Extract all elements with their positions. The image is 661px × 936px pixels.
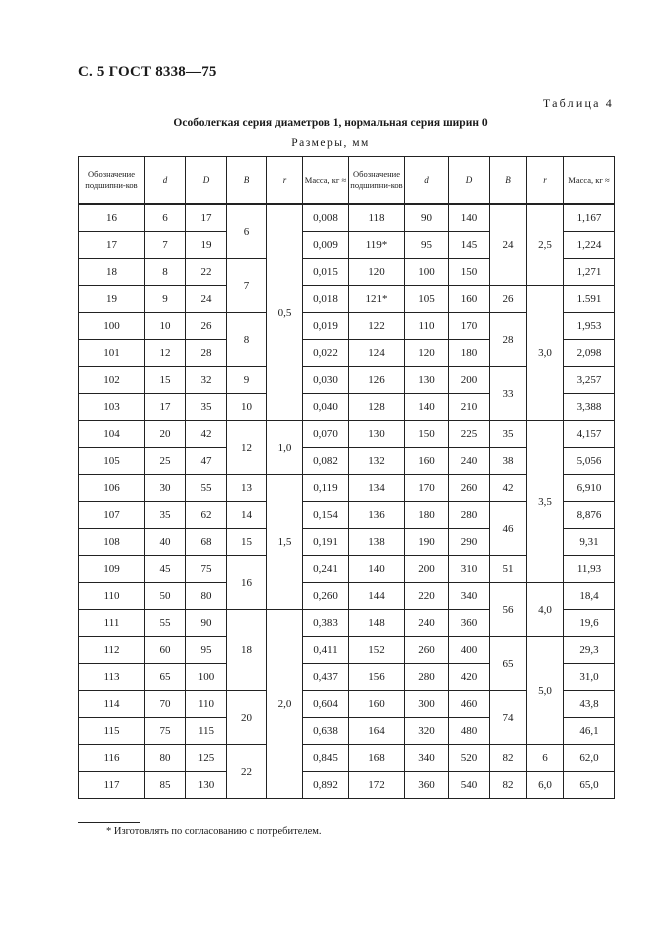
- cell-mass-2: 5,056: [564, 448, 615, 475]
- cell-mass: 0,411: [303, 637, 349, 664]
- cell-D-2: 160: [449, 286, 490, 313]
- cell-d-2: 280: [405, 664, 449, 691]
- cell-D: 115: [186, 718, 227, 745]
- cell-B-2: 28: [490, 313, 527, 367]
- cell-D: 100: [186, 664, 227, 691]
- col-designation: Обозначение подшипни-ков: [79, 157, 145, 205]
- cell-B: 20: [227, 691, 267, 745]
- cell-mass-2: 18,4: [564, 583, 615, 610]
- table-row: [79, 745, 615, 772]
- cell-D-2: 240: [449, 448, 490, 475]
- cell-r: 1,5: [267, 475, 303, 610]
- cell-designation-2: 126: [349, 367, 405, 394]
- cell-d-2: 190: [405, 529, 449, 556]
- cell-mass-2: 2,098: [564, 340, 615, 367]
- footnote: * Изготовлять по согласованию с потребителем.: [106, 826, 322, 837]
- cell-designation-2: 128: [349, 394, 405, 421]
- cell-d-2: 260: [405, 637, 449, 664]
- cell-designation: 103: [79, 394, 145, 421]
- cell-mass-2: 9,31: [564, 529, 615, 556]
- cell-d-2: 220: [405, 583, 449, 610]
- cell-d: 30: [145, 475, 186, 502]
- cell-mass-2: 1,271: [564, 259, 615, 286]
- cell-d-2: 200: [405, 556, 449, 583]
- cell-D: 32: [186, 367, 227, 394]
- cell-B: 22: [227, 745, 267, 799]
- cell-designation: 16: [79, 204, 145, 232]
- cell-d-2: 90: [405, 204, 449, 232]
- table-caption: Особолегкая серия диаметров 1, нормальная серия ширин 0: [173, 117, 488, 129]
- table-row: [79, 772, 615, 799]
- cell-d: 9: [145, 286, 186, 313]
- col-B-2: B: [490, 157, 527, 205]
- cell-d-2: 150: [405, 421, 449, 448]
- cell-designation: 19: [79, 286, 145, 313]
- cell-designation-2: 160: [349, 691, 405, 718]
- cell-mass-2: 3,388: [564, 394, 615, 421]
- cell-mass: 0,009: [303, 232, 349, 259]
- cell-d: 15: [145, 367, 186, 394]
- cell-mass-2: 43,8: [564, 691, 615, 718]
- cell-designation: 18: [79, 259, 145, 286]
- cell-designation: 109: [79, 556, 145, 583]
- cell-mass: 0,892: [303, 772, 349, 799]
- col-r: r: [267, 157, 303, 205]
- cell-D: 125: [186, 745, 227, 772]
- cell-mass-2: 1,953: [564, 313, 615, 340]
- cell-r-2: 4,0: [527, 583, 564, 637]
- col-D-2: D: [449, 157, 490, 205]
- cell-designation: 17: [79, 232, 145, 259]
- cell-mass-2: 46,1: [564, 718, 615, 745]
- cell-D: 17: [186, 204, 227, 232]
- cell-mass-2: 8,876: [564, 502, 615, 529]
- cell-B: 15: [227, 529, 267, 556]
- cell-d: 20: [145, 421, 186, 448]
- table-row: [79, 286, 615, 313]
- cell-B-2: 35: [490, 421, 527, 448]
- cell-r: 1,0: [267, 421, 303, 475]
- cell-mass: 0,845: [303, 745, 349, 772]
- cell-D-2: 225: [449, 421, 490, 448]
- cell-B: 7: [227, 259, 267, 313]
- cell-r-2: 2,5: [527, 204, 564, 286]
- cell-d-2: 240: [405, 610, 449, 637]
- cell-designation: 101: [79, 340, 145, 367]
- cell-designation-2: 168: [349, 745, 405, 772]
- cell-d: 35: [145, 502, 186, 529]
- cell-mass: 0,638: [303, 718, 349, 745]
- cell-d: 75: [145, 718, 186, 745]
- cell-D-2: 280: [449, 502, 490, 529]
- cell-B: 12: [227, 421, 267, 475]
- cell-d: 65: [145, 664, 186, 691]
- cell-d-2: 110: [405, 313, 449, 340]
- cell-d-2: 360: [405, 772, 449, 799]
- cell-designation-2: 156: [349, 664, 405, 691]
- cell-D-2: 150: [449, 259, 490, 286]
- cell-d: 25: [145, 448, 186, 475]
- cell-designation: 116: [79, 745, 145, 772]
- cell-d: 55: [145, 610, 186, 637]
- cell-d: 10: [145, 313, 186, 340]
- cell-designation-2: 134: [349, 475, 405, 502]
- cell-designation-2: 138: [349, 529, 405, 556]
- cell-mass: 0,022: [303, 340, 349, 367]
- cell-mass: 0,030: [303, 367, 349, 394]
- cell-D-2: 200: [449, 367, 490, 394]
- cell-designation-2: 136: [349, 502, 405, 529]
- cell-mass-2: 31,0: [564, 664, 615, 691]
- cell-mass: 0,260: [303, 583, 349, 610]
- cell-d: 7: [145, 232, 186, 259]
- cell-mass: 0,019: [303, 313, 349, 340]
- cell-mass-2: 4,157: [564, 421, 615, 448]
- cell-D: 35: [186, 394, 227, 421]
- cell-designation: 106: [79, 475, 145, 502]
- cell-mass: 0,008: [303, 204, 349, 232]
- cell-d-2: 100: [405, 259, 449, 286]
- cell-d-2: 340: [405, 745, 449, 772]
- cell-designation-2: 172: [349, 772, 405, 799]
- cell-mass: 0,070: [303, 421, 349, 448]
- col-d-2: d: [405, 157, 449, 205]
- col-r-2: r: [527, 157, 564, 205]
- table-row: [79, 421, 615, 448]
- cell-D-2: 170: [449, 313, 490, 340]
- cell-designation: 100: [79, 313, 145, 340]
- cell-d: 12: [145, 340, 186, 367]
- cell-designation: 112: [79, 637, 145, 664]
- cell-d-2: 170: [405, 475, 449, 502]
- cell-mass: 0,383: [303, 610, 349, 637]
- cell-D: 26: [186, 313, 227, 340]
- cell-B: 9: [227, 367, 267, 394]
- cell-d-2: 140: [405, 394, 449, 421]
- cell-d: 70: [145, 691, 186, 718]
- cell-D: 95: [186, 637, 227, 664]
- cell-designation-2: 164: [349, 718, 405, 745]
- cell-r: 2,0: [267, 610, 303, 799]
- cell-D: 110: [186, 691, 227, 718]
- cell-designation: 107: [79, 502, 145, 529]
- cell-designation-2: 130: [349, 421, 405, 448]
- units-label: Размеры, мм: [291, 137, 370, 149]
- cell-mass-2: 3,257: [564, 367, 615, 394]
- col-mass: Масса, кг ≈: [303, 157, 349, 205]
- cell-r-2: 5,0: [527, 637, 564, 745]
- cell-D-2: 360: [449, 610, 490, 637]
- col-designation-2: Обозначение подшипни-ков: [349, 157, 405, 205]
- cell-r-2: 3,5: [527, 421, 564, 583]
- cell-d: 50: [145, 583, 186, 610]
- cell-B-2: 82: [490, 772, 527, 799]
- table-row: [79, 583, 615, 610]
- cell-d-2: 120: [405, 340, 449, 367]
- cell-D: 68: [186, 529, 227, 556]
- bearing-table: [78, 156, 615, 799]
- cell-B: 18: [227, 610, 267, 691]
- cell-d: 17: [145, 394, 186, 421]
- cell-d: 60: [145, 637, 186, 664]
- cell-D: 80: [186, 583, 227, 610]
- cell-mass-2: 1,167: [564, 204, 615, 232]
- cell-designation-2: 119*: [349, 232, 405, 259]
- cell-d: 6: [145, 204, 186, 232]
- cell-mass: 0,437: [303, 664, 349, 691]
- cell-D-2: 340: [449, 583, 490, 610]
- cell-mass: 0,082: [303, 448, 349, 475]
- cell-d-2: 180: [405, 502, 449, 529]
- cell-mass-2: 29,3: [564, 637, 615, 664]
- cell-designation-2: 120: [349, 259, 405, 286]
- cell-designation: 117: [79, 772, 145, 799]
- cell-designation: 115: [79, 718, 145, 745]
- cell-r-2: 6,0: [527, 772, 564, 799]
- cell-d-2: 300: [405, 691, 449, 718]
- cell-B-2: 38: [490, 448, 527, 475]
- footnote-rule: [78, 822, 140, 823]
- table-row: [79, 637, 615, 664]
- cell-mass-2: 65,0: [564, 772, 615, 799]
- cell-D-2: 520: [449, 745, 490, 772]
- cell-mass: 0,154: [303, 502, 349, 529]
- cell-d-2: 95: [405, 232, 449, 259]
- cell-designation: 104: [79, 421, 145, 448]
- cell-B-2: 82: [490, 745, 527, 772]
- cell-d-2: 130: [405, 367, 449, 394]
- cell-mass-2: 1,224: [564, 232, 615, 259]
- cell-designation-2: 121*: [349, 286, 405, 313]
- col-B: B: [227, 157, 267, 205]
- cell-r-2: 6: [527, 745, 564, 772]
- cell-mass: 0,191: [303, 529, 349, 556]
- cell-designation: 111: [79, 610, 145, 637]
- cell-mass-2: 19,6: [564, 610, 615, 637]
- cell-D-2: 540: [449, 772, 490, 799]
- page-header: С. 5 ГОСТ 8338—75: [78, 64, 217, 80]
- cell-B-2: 33: [490, 367, 527, 421]
- table-number: Таблица 4: [542, 96, 614, 110]
- cell-B: 16: [227, 556, 267, 610]
- cell-D: 28: [186, 340, 227, 367]
- cell-B-2: 74: [490, 691, 527, 745]
- cell-D: 24: [186, 286, 227, 313]
- cell-designation: 110: [79, 583, 145, 610]
- cell-d-2: 105: [405, 286, 449, 313]
- cell-B-2: 51: [490, 556, 527, 583]
- cell-r: 0,5: [267, 204, 303, 421]
- cell-designation-2: 122: [349, 313, 405, 340]
- cell-d: 8: [145, 259, 186, 286]
- cell-D-2: 290: [449, 529, 490, 556]
- cell-D-2: 180: [449, 340, 490, 367]
- cell-mass-2: 11,93: [564, 556, 615, 583]
- cell-mass: 0,119: [303, 475, 349, 502]
- cell-designation-2: 132: [349, 448, 405, 475]
- cell-D: 22: [186, 259, 227, 286]
- col-mass-2: Масса, кг ≈: [564, 157, 615, 205]
- cell-d-2: 320: [405, 718, 449, 745]
- cell-B: 14: [227, 502, 267, 529]
- cell-B-2: 65: [490, 637, 527, 691]
- cell-mass: 0,040: [303, 394, 349, 421]
- cell-designation-2: 140: [349, 556, 405, 583]
- cell-B: 6: [227, 204, 267, 259]
- cell-D: 55: [186, 475, 227, 502]
- cell-D-2: 260: [449, 475, 490, 502]
- cell-d: 85: [145, 772, 186, 799]
- cell-d: 45: [145, 556, 186, 583]
- cell-mass-2: 6,910: [564, 475, 615, 502]
- cell-D: 90: [186, 610, 227, 637]
- cell-D-2: 310: [449, 556, 490, 583]
- cell-designation-2: 148: [349, 610, 405, 637]
- cell-designation-2: 144: [349, 583, 405, 610]
- cell-D: 47: [186, 448, 227, 475]
- cell-d-2: 160: [405, 448, 449, 475]
- cell-d: 40: [145, 529, 186, 556]
- cell-designation: 114: [79, 691, 145, 718]
- cell-mass: 0,015: [303, 259, 349, 286]
- cell-D-2: 480: [449, 718, 490, 745]
- cell-designation-2: 124: [349, 340, 405, 367]
- cell-D-2: 210: [449, 394, 490, 421]
- cell-D-2: 145: [449, 232, 490, 259]
- cell-mass: 0,018: [303, 286, 349, 313]
- cell-mass: 0,604: [303, 691, 349, 718]
- cell-D-2: 400: [449, 637, 490, 664]
- cell-d: 80: [145, 745, 186, 772]
- cell-designation: 108: [79, 529, 145, 556]
- cell-mass-2: 62,0: [564, 745, 615, 772]
- cell-designation-2: 118: [349, 204, 405, 232]
- cell-B: 13: [227, 475, 267, 502]
- cell-designation: 102: [79, 367, 145, 394]
- cell-designation-2: 152: [349, 637, 405, 664]
- cell-B: 10: [227, 394, 267, 421]
- cell-D: 130: [186, 772, 227, 799]
- cell-B: 8: [227, 313, 267, 367]
- cell-mass: 0,241: [303, 556, 349, 583]
- cell-B-2: 24: [490, 204, 527, 286]
- cell-B-2: 42: [490, 475, 527, 502]
- cell-D-2: 140: [449, 204, 490, 232]
- col-d: d: [145, 157, 186, 205]
- cell-B-2: 56: [490, 583, 527, 637]
- cell-designation: 113: [79, 664, 145, 691]
- header-row: [79, 157, 615, 205]
- cell-D: 42: [186, 421, 227, 448]
- cell-B-2: 26: [490, 286, 527, 313]
- cell-D-2: 460: [449, 691, 490, 718]
- cell-D: 62: [186, 502, 227, 529]
- table-row: [79, 204, 615, 232]
- cell-mass-2: 1.591: [564, 286, 615, 313]
- cell-D: 75: [186, 556, 227, 583]
- cell-D-2: 420: [449, 664, 490, 691]
- cell-B-2: 46: [490, 502, 527, 556]
- cell-r-2: 3,0: [527, 286, 564, 421]
- cell-D: 19: [186, 232, 227, 259]
- cell-designation: 105: [79, 448, 145, 475]
- col-D: D: [186, 157, 227, 205]
